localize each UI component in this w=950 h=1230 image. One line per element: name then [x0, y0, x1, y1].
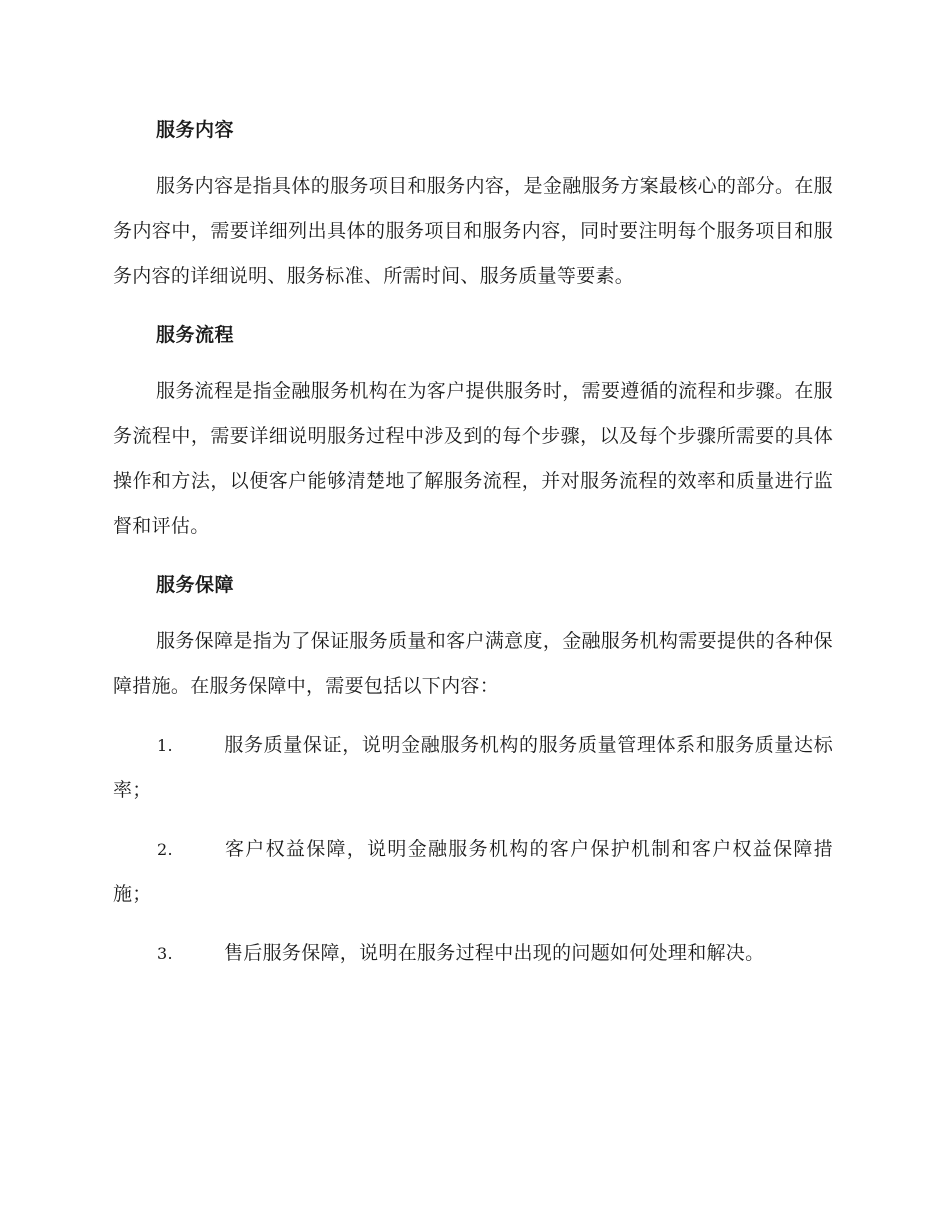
list-item-text: 客户权益保障，说明金融服务机构的客户保护机制和客户权益保障措施； — [113, 838, 833, 905]
section-paragraph-service-process: 服务流程是指金融服务机构在为客户提供服务时，需要遵循的流程和步骤。在服务流程中，需要详细说明服务过程中涉及到的每个步骤，以及每个步骤所需要的具体操作和方法，以便客户能够清楚地了解服务流程，并对服务流程的效率和质量进行监督和评估。 — [113, 380, 833, 537]
document-body — [113, 108, 833, 976]
list-item-text: 服务质量保证，说明金融服务机构的服务质量管理体系和服务质量达标率； — [113, 734, 833, 801]
list-item-text: 售后服务保障，说明在服务过程中出现的问题如何处理和解决。 — [224, 942, 765, 964]
section-heading-service-process: 服务流程 — [156, 324, 235, 346]
section-heading-service-guarantee: 服务保障 — [156, 574, 235, 596]
list-item-number: 1. — [157, 736, 173, 755]
section-paragraph-service-content: 服务内容是指具体的服务项目和服务内容，是金融服务方案最核心的部分。在服务内容中，需要详细列出具体的服务项目和服务内容，同时要注明每个服务项目和服务内容的详细说明、服务标准、所需时间、服务质量等要素。 — [113, 175, 833, 287]
list-item-number: 2. — [157, 840, 173, 859]
section-heading-service-content: 服务内容 — [156, 119, 235, 141]
list-item — [113, 827, 833, 917]
list-item — [113, 931, 833, 976]
section-paragraph-service-guarantee: 服务保障是指为了保证服务质量和客户满意度，金融服务机构需要提供的各种保障措施。在服务保障中，需要包括以下内容： — [113, 630, 833, 697]
list-item-number: 3. — [157, 944, 173, 963]
list-item — [113, 723, 833, 813]
